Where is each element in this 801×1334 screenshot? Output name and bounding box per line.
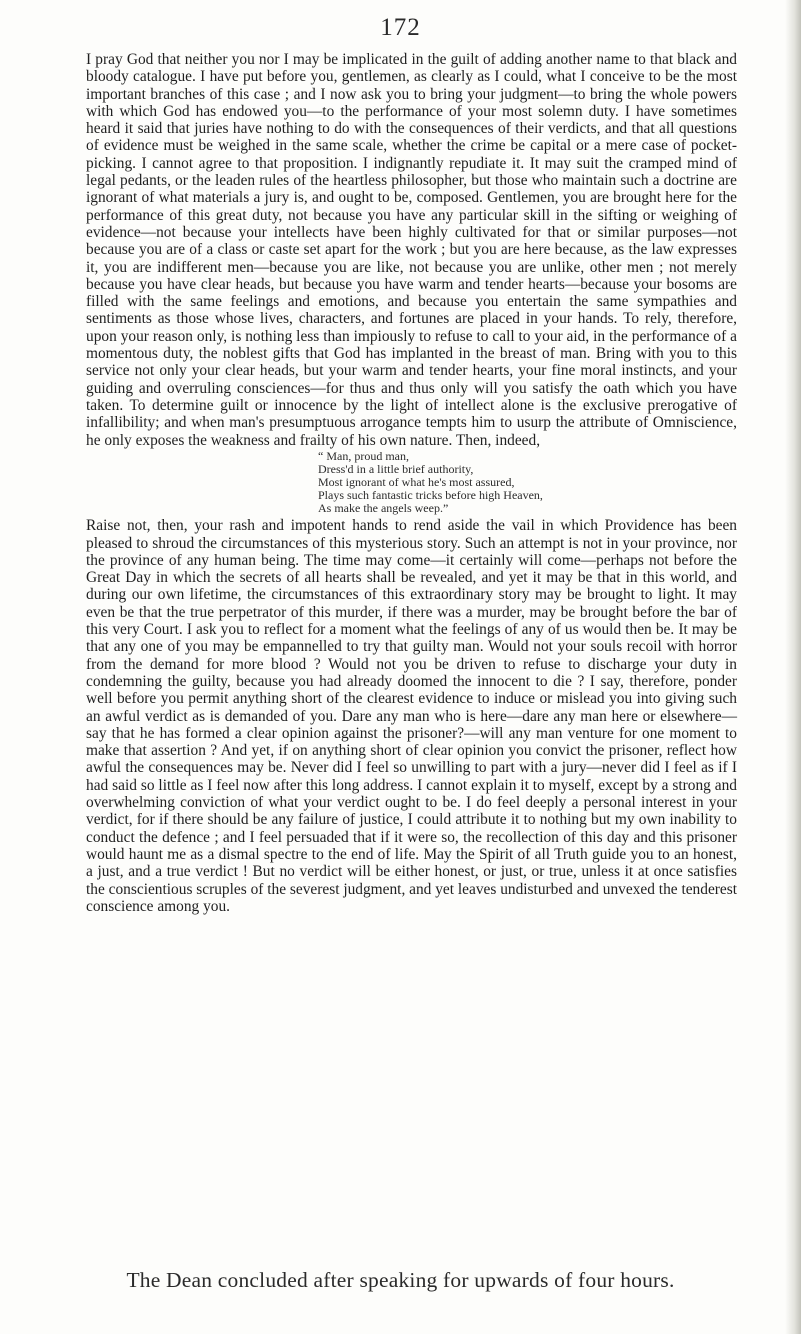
paragraph-speech-1: I pray God that neither you nor I may be implicated in the guilt of adding another name to that black and bloody catalogue. I have put before you, gentlemen, as clearly as I could, what I conceive to be the most important branches of this case ; and I now ask you to bring your judgment—to bring the whole powers with which God has endowed you—to the performance of your most solemn duty. I have sometimes heard it said that juries have nothing to do with the consequences of their verdicts, and that all questions of evidence must be weighed in the same scale, whether the crime be capital or a mere case of pocket-picking. I cannot agree to that proposition. I indignantly repudiate it. It may suit the cramped mind of legal pedants, or the leaden rules of the heartless philosopher, but those who maintain such a doctrine are ignorant of what materials a jury is, and ought to be, composed. Gentlemen, you are brought here for the performance of this great duty, not because you have any particular skill in the sifting or weighing of evidence—not because your intellects have been highly cultivated for that or similar purposes—not because you are of a class or caste set apart for the work ; but you are here because, as the law expresses it, you are indifferent men—because you are like, not because you are unlike, other men ; not merely because you have clear heads, but because you have warm and tender hearts—because your bosoms are filled with the same feelings and emotions, and because you entertain the same sympathies and sentiments as those whose lives, characters, and fortunes are placed in your hands. To rely, therefore, upon your reason only, is nothing less than impiously to refuse to call to your aid, in the performance of a momentous duty, the noblest gifts that God has implanted in the breast of man. Bring with you to this service not only your clear heads, but your warm and tender hearts, your fine moral instincts, and your guiding and overruling consciences—for thus and thus only will you satisfy the oath which you have taken. To determine guilt or innocence by the light of intellect alone is the exclusive prerogative of infallibility; and when man's presumptuous arrogance tempts him to usurp the attribute of Omniscience, he only exposes the weakness and frailty of his own nature. Then, indeed, — [86, 51, 737, 449]
paragraph-speech-2: Raise not, then, your rash and impotent hands to rend aside the vail in which Providence has been pleased to shroud the circumstances of this mysterious story. Such an attempt is not in your province, nor the province of any human being. The time may come—it certainly will come—perhaps not before the Great Day in which the secrets of all hearts shall be revealed, and yet it may be that in this world, and during our own lifetime, the circumstances of this extraordinary story may be brought to light. It may even be that the true perpetrator of this murder, if there was a murder, may be brought before the bar of this very Court. I ask you to reflect for a moment what the feelings of any of us would then be. It may be that any one of you may be empannelled to try that guilty man. Would not your souls recoil with horror from the demand for more blood ? Would not you be driven to refuse to discharge your duty in condemning the guilty, because you had already doomed the innocent to die ? I say, therefore, ponder well before you permit anything short of the clearest evidence to induce or mislead you into giving such an awful verdict as is demanded of you. Dare any man who is here—dare any man here or elsewhere—say that he has formed a clear opinion against the prisoner?—will any man venture for one moment to make that assertion ? And yet, if on anything short of clear opinion you convict the prisoner, reflect how awful the consequences may be. Never did I feel so unwilling to part with a jury—never did I feel as if I had said so little as I feel now after this long address. I cannot explain it to myself, except by a strong and overwhelming conviction of what your verdict ought to be. I do feel deeply a personal interest in your verdict, for if there should be any failure of justice, I could attribute it to nothing but my own inability to conduct the defence ; and I feel persuaded that if it were so, the recollection of this day and this prisoner would haunt me as a dismal spectre to the end of life. May the Spirit of all Truth guide you to an honest, a just, and a true verdict ! But no verdict will be either honest, or just, or true, unless it at once satisfies the conscientious scruples of the severest judgment, and yet leaves undisturbed and unvexed the tenderest conscience among you. — [86, 517, 737, 915]
verse-line: “ Man, proud man, — [318, 448, 409, 463]
verse-line: Plays such fantastic tricks before high Heaven, — [318, 488, 543, 503]
verse-line: As make the angels weep.” — [318, 501, 449, 516]
closing-note: The Dean concluded after speaking for upwards of four hours. — [126, 1268, 675, 1292]
quoted-verse — [318, 449, 737, 517]
verse-line: Dress'd in a little brief authority, — [318, 461, 474, 476]
page-number: 172 — [380, 14, 421, 41]
verse-line: Most ignorant of what he's most assured, — [318, 475, 515, 490]
page-edge-shadow — [785, 0, 801, 1334]
body-text — [86, 51, 737, 915]
